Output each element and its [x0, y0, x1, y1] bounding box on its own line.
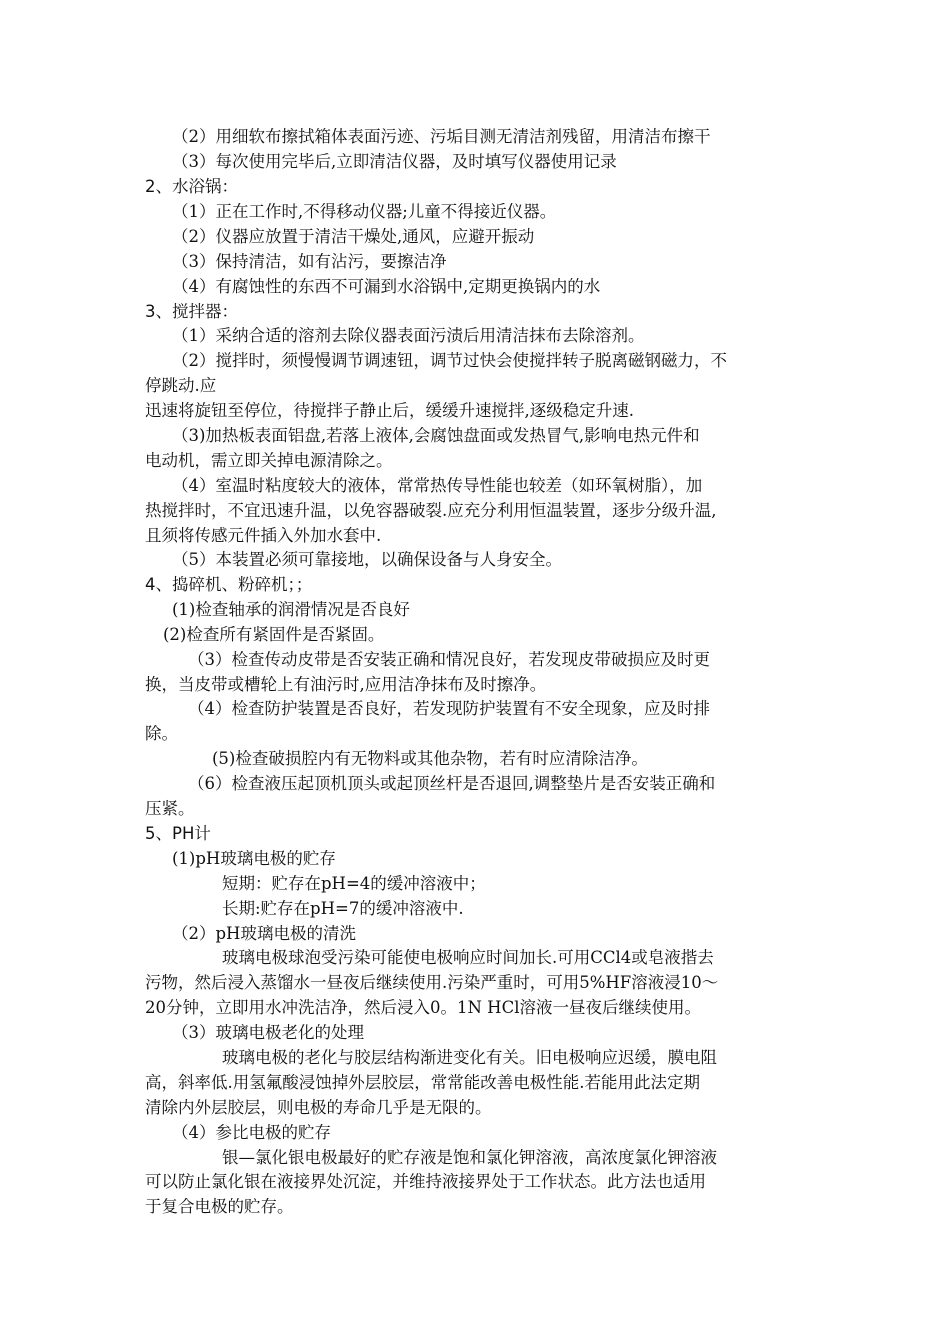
- line-42: 可以防止氯化银在液接界处沉淀，并维持液接界处于工作状态。此方法也适用: [145, 1172, 706, 1191]
- line-25: (5)检查破损腔内有无物料或其他杂物，若有时应清除洁净。: [212, 749, 648, 768]
- line-15: 热搅拌时，不宜迅速升温，以免容器破裂.应充分利用恒温装置，逐步分级升温,: [145, 501, 717, 520]
- line-12: （3)加热板表面铝盘,若落上液体,会腐蚀盘面或发热冒气,影响电热元件和: [172, 426, 700, 445]
- line-32: （2）pH玻璃电极的清洗: [172, 924, 356, 943]
- line-24: 除。: [145, 724, 178, 743]
- line-29: (1)pH玻璃电极的贮存: [172, 849, 336, 868]
- section-3-heading: 3、搅拌器：: [145, 302, 238, 321]
- line-39: 清除内外层胶层，则电极的寿命几乎是无限的。: [145, 1098, 492, 1117]
- line-30: 短期：贮存在pH=4的缓冲溶液中；: [222, 874, 486, 893]
- line-11: 迅速将旋钮至停位，待搅拌子静止后，缓缓升速搅拌,逐级稳定升速.: [145, 401, 634, 420]
- line-21: （3）检查传动皮带是否安装正确和情况良好，若发现皮带破损应及时更: [188, 650, 710, 669]
- line-22: 换，当皮带或槽轮上有油污时,应用洁净抹布及时擦净。: [145, 675, 547, 694]
- line-3: （1）正在工作时,不得移动仪器;儿童不得接近仪器。: [172, 202, 557, 221]
- line-41: 银—氯化银电极最好的贮存液是饱和氯化钾溶液，高浓度氯化钾溶液: [222, 1148, 717, 1167]
- section-5-heading: 5、PH计: [145, 824, 211, 843]
- line-16: 且须将传感元件插入外加水套中.: [145, 526, 382, 545]
- line-34: 污物，然后浸入蒸馏水一昼夜后继续使用.污染严重时，可用5%HF溶液浸10～: [145, 973, 719, 992]
- line-38: 高，斜率低.用氢氟酸浸蚀掉外层胶层，常常能改善电极性能.若能用此法定期: [145, 1073, 700, 1092]
- line-40: （4）参比电极的贮存: [172, 1123, 331, 1142]
- line-13: 电动机，需立即关掉电源清除之。: [145, 451, 393, 470]
- line-20: (2)检查所有紧固件是否紧固。: [163, 625, 385, 644]
- line-23: （4）检查防护装置是否良好，若发现防护装置有不安全现象，应及时排: [188, 699, 710, 718]
- line-1: （3）每次使用完毕后,立即清洁仪器，及时填写仪器使用记录: [172, 152, 617, 171]
- line-36: （3）玻璃电极老化的处理: [172, 1023, 364, 1042]
- line-0: （2）用细软布擦拭箱体表面污迹、污垢目测无清洁剂残留，用清洁布擦干: [172, 127, 711, 146]
- line-4: （2）仪器应放置于清洁干燥处,通风，应避开振动: [172, 227, 535, 246]
- line-43: 于复合电极的贮存。: [145, 1197, 294, 1216]
- line-27: 压紧。: [145, 799, 195, 818]
- line-26: （6）检查液压起顶机顶头或起顶丝杆是否退回,调整垫片是否安装正确和: [188, 774, 716, 793]
- line-14: （4）室温时粘度较大的液体，常常热传导性能也较差（如环氧树脂），加: [172, 476, 703, 495]
- line-35: 20分钟，立即用水冲洗洁净，然后浸入0。1N HCl溶液一昼夜后继续使用。: [145, 998, 701, 1017]
- line-33: 玻璃电极球泡受污染可能使电极响应时间加长.可用CCl4或皂液揩去: [222, 948, 714, 967]
- section-2-heading: 2、水浴锅：: [145, 177, 238, 196]
- line-5: （3）保持清洁，如有沾污，要擦洁净: [172, 252, 447, 271]
- section-4-heading: 4、捣碎机、粉碎机；；: [145, 575, 313, 594]
- line-8: （1）采纳合适的溶剂去除仪器表面污渍后用清洁抹布去除溶剂。: [172, 326, 645, 345]
- line-17: （5）本装置必须可靠接地，以确保设备与人身安全。: [172, 550, 562, 569]
- line-10: 停跳动.应: [145, 376, 217, 395]
- line-19: (1)检查轴承的润滑情况是否良好: [172, 600, 410, 619]
- line-37: 玻璃电极的老化与胶层结构渐进变化有关。旧电极响应迟缓，膜电阻: [222, 1048, 717, 1067]
- line-31: 长期:贮存在pH=7的缓冲溶液中.: [222, 899, 464, 918]
- line-6: （4）有腐蚀性的东西不可漏到水浴锅中,定期更换锅内的水: [172, 277, 601, 296]
- line-9: （2）搅拌时，须慢慢调节调速钮，调节过快会使搅拌转子脱离磁钢磁力，不: [172, 351, 727, 370]
